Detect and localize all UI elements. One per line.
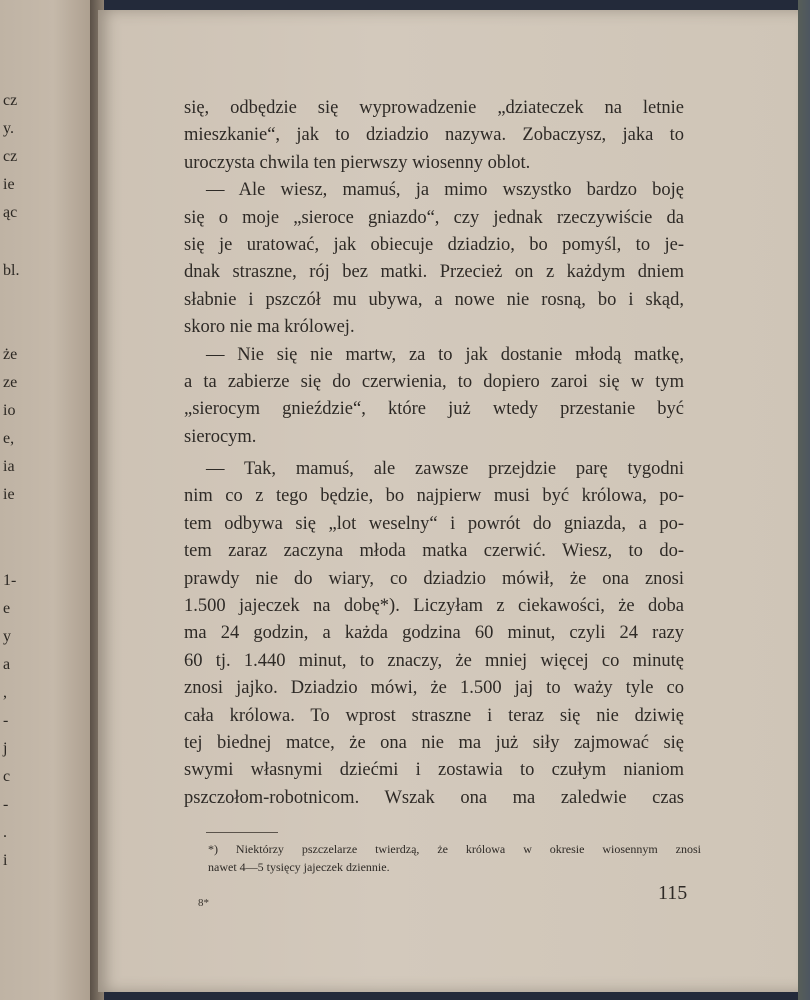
body-text	[184, 95, 684, 812]
left-page-fragment: y	[3, 628, 11, 645]
footnote-line: nawet 4—5 tysięcy jajeczek dziennie.	[208, 860, 390, 874]
left-page-fragment: -	[3, 796, 9, 813]
text-line: 60 tj. 1.440 minut, to znaczy, że mniej więcej co minutę	[184, 650, 684, 671]
text-line: znosi jajko. Dziadzio mówi, że 1.500 jaj to waży tyle co	[184, 678, 684, 699]
left-page-fragment: -	[3, 712, 9, 729]
text-line: — Tak, mamuś, ale zawsze przejdzie parę tygodni	[206, 459, 684, 480]
book-page	[98, 10, 801, 992]
text-line: a ta zabierze się do czerwienia, to dopiero zaroi się w tym	[184, 371, 684, 392]
text-line: prawdy nie do wiary, co dziadzio mówił, że ona znosi	[184, 568, 684, 589]
left-page-fragment: ąc	[3, 204, 18, 221]
left-page-fragment: c	[3, 768, 11, 785]
text-line: się je uratować, jak obiecuje dziadzio, bo pomyśl, to je-	[184, 234, 684, 255]
left-page-fragment: j	[3, 740, 8, 757]
left-page-fragment: że	[3, 346, 18, 363]
text-line: nim co z tego będzie, bo najpierw musi być królowa, po-	[184, 486, 684, 507]
text-line: skoro nie ma królowej.	[184, 317, 355, 338]
left-page-fragment: ie	[3, 486, 15, 503]
text-line: „sierocym gnieździe“, które już wtedy przestanie być	[184, 399, 684, 420]
text-line: cała królowa. To wprost straszne i teraz się nie dziwię	[184, 705, 684, 726]
left-page-fragment: 1-	[3, 572, 17, 589]
left-page-edge	[0, 0, 99, 1000]
left-page-fragment: e	[3, 600, 11, 617]
left-page-fragment: cz	[3, 148, 18, 165]
left-page-fragment: .	[3, 824, 7, 841]
text-line: tem zaraz zaczyna młoda matka czerwić. Wiesz, to do-	[184, 541, 684, 562]
page-number: 115	[658, 882, 688, 904]
left-page-fragment: ie	[3, 176, 15, 193]
text-line: swymi własnymi dziećmi i zostawia to czułym nianiom	[184, 760, 684, 781]
right-page-edge	[798, 0, 810, 1000]
text-line: słabnie i pszczół mu ubywa, a nowe nie rosną, bo i skąd,	[184, 289, 684, 310]
left-page-fragment: cz	[3, 92, 18, 109]
footnote-line: *) Niektórzy pszczelarze twierdzą, że królowa w okresie wiosennym znosi	[208, 842, 701, 856]
left-page-fragment: i	[3, 852, 8, 869]
text-line: się, odbędzie się wyprowadzenie „dziateczek na letnie	[184, 98, 684, 118]
text-line: 1.500 jajeczek na dobę*). Liczyłam z ciekawości, że doba	[184, 596, 684, 617]
text-line: ma 24 godzin, a każda godzina 60 minut, czyli 24 razy	[184, 623, 684, 644]
text-line: się o moje „sieroce gniazdo“, czy jednak rzeczywiście da	[184, 207, 684, 228]
left-page-fragment: ia	[3, 458, 15, 475]
text-line: dnak straszne, rój bez matki. Przecież on z każdym dniem	[184, 262, 684, 283]
text-line: tej biednej matce, że ona nie ma już siły zajmować się	[184, 732, 684, 753]
footnote	[208, 840, 701, 876]
text-line: tem odbywa się „lot weselny“ i powrót do gniazda, a po-	[184, 513, 684, 534]
left-page-fragment: y.	[3, 120, 14, 137]
text-line: pszczołom-robotnicom. Wszak ona ma zaledwie czas	[184, 787, 684, 808]
text-line: mieszkanie“, jak to dziadzio nazywa. Zobaczysz, jaka to	[184, 125, 684, 146]
text-line: — Ale wiesz, mamuś, ja mimo wszystko bardzo boję	[206, 180, 684, 201]
left-page-fragment: bl.	[3, 262, 20, 279]
printer-signature: 8*	[198, 897, 209, 909]
text-line: sierocym.	[184, 426, 257, 447]
footnote-divider	[206, 832, 278, 833]
left-page-fragment: e,	[3, 430, 15, 447]
text-line: uroczysta chwila ten pierwszy wiosenny oblot.	[184, 152, 531, 173]
left-page-fragment: a	[3, 656, 11, 673]
text-line: — Nie się nie martw, za to jak dostanie młodą matkę,	[206, 344, 684, 365]
left-page-fragment: ,	[3, 684, 7, 701]
left-page-fragment: ze	[3, 374, 18, 391]
left-page-fragment: io	[3, 402, 16, 419]
